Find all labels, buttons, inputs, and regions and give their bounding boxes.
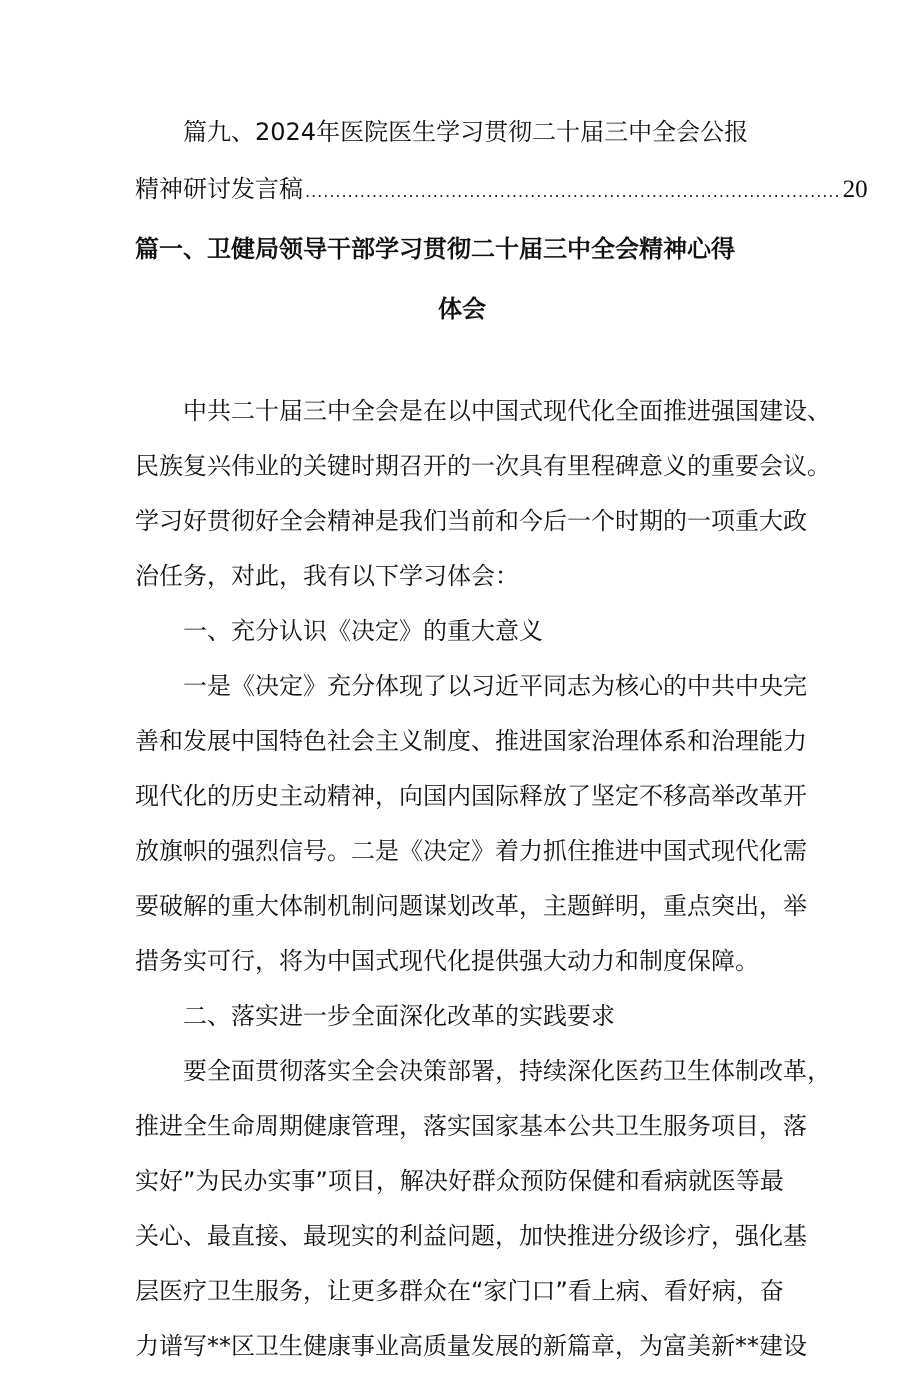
- body-line: 一是《决定》充分体现了以习近平同志为核心的中共中央完: [183, 672, 807, 700]
- body-line: 民族复兴伟业的关键时期召开的一次具有里程碑意义的重要会议。: [135, 452, 831, 480]
- body-line: 实好”为民办实事”项目，解决好群众预防保健和看病就医等最: [135, 1167, 784, 1195]
- body-line: 关心、最直接、最现实的利益问题，加快推进分级诊疗，强化基: [135, 1222, 807, 1250]
- toc-entry-9-line-2: [135, 173, 868, 208]
- body-line: 中共二十届三中全会是在以中国式现代化全面推进强国建设、: [183, 397, 831, 425]
- section-heading-1: 一、充分认识《决定》的重大意义: [183, 617, 543, 645]
- article-title-line-2: 体会: [438, 295, 486, 323]
- body-line: 力谱写**区卫生健康事业高质量发展的新篇章，为富美新**建设: [135, 1332, 807, 1360]
- body-line: 层医疗卫生服务，让更多群众在“家门口”看上病、看好病，奋: [135, 1277, 784, 1305]
- toc-leader-dots: ........................................................................................: [305, 182, 841, 201]
- toc-entry-9-title-end: 精神研讨发言稿: [135, 175, 303, 203]
- body-line: 善和发展中国特色社会主义制度、推进国家治理体系和治理能力: [135, 727, 807, 755]
- body-line: 要破解的重大体制机制问题谋划改革，主题鲜明，重点突出，举: [135, 892, 807, 920]
- body-line: 现代化的历史主动精神，向国内国际释放了坚定不移高举改革开: [135, 782, 807, 810]
- toc-page-number: 20: [842, 176, 868, 203]
- body-line: 学习好贯彻好全会精神是我们当前和今后一个时期的一项重大政: [135, 507, 807, 535]
- article-body: [135, 395, 831, 1385]
- body-line: 要全面贯彻落实全会决策部署，持续深化医药卫生体制改革，: [183, 1057, 831, 1085]
- body-line: 推进全生命周期健康管理，落实国家基本公共卫生服务项目，落: [135, 1112, 807, 1140]
- article-title-line-1: 篇一、卫健局领导干部学习贯彻二十届三中全会精神心得: [135, 235, 735, 263]
- toc-entry-9-line-1: 篇九、2024年医院医生学习贯彻二十届三中全会公报: [183, 118, 749, 146]
- body-line: 治任务，对此，我有以下学习体会：: [135, 562, 519, 590]
- body-line: 放旗帜的强烈信号。二是《决定》着力抓住推进中国式现代化需: [135, 837, 807, 865]
- section-heading-2: 二、落实进一步全面深化改革的实践要求: [183, 1002, 615, 1030]
- body-line: 措务实可行，将为中国式现代化提供强大动力和制度保障。: [135, 947, 759, 975]
